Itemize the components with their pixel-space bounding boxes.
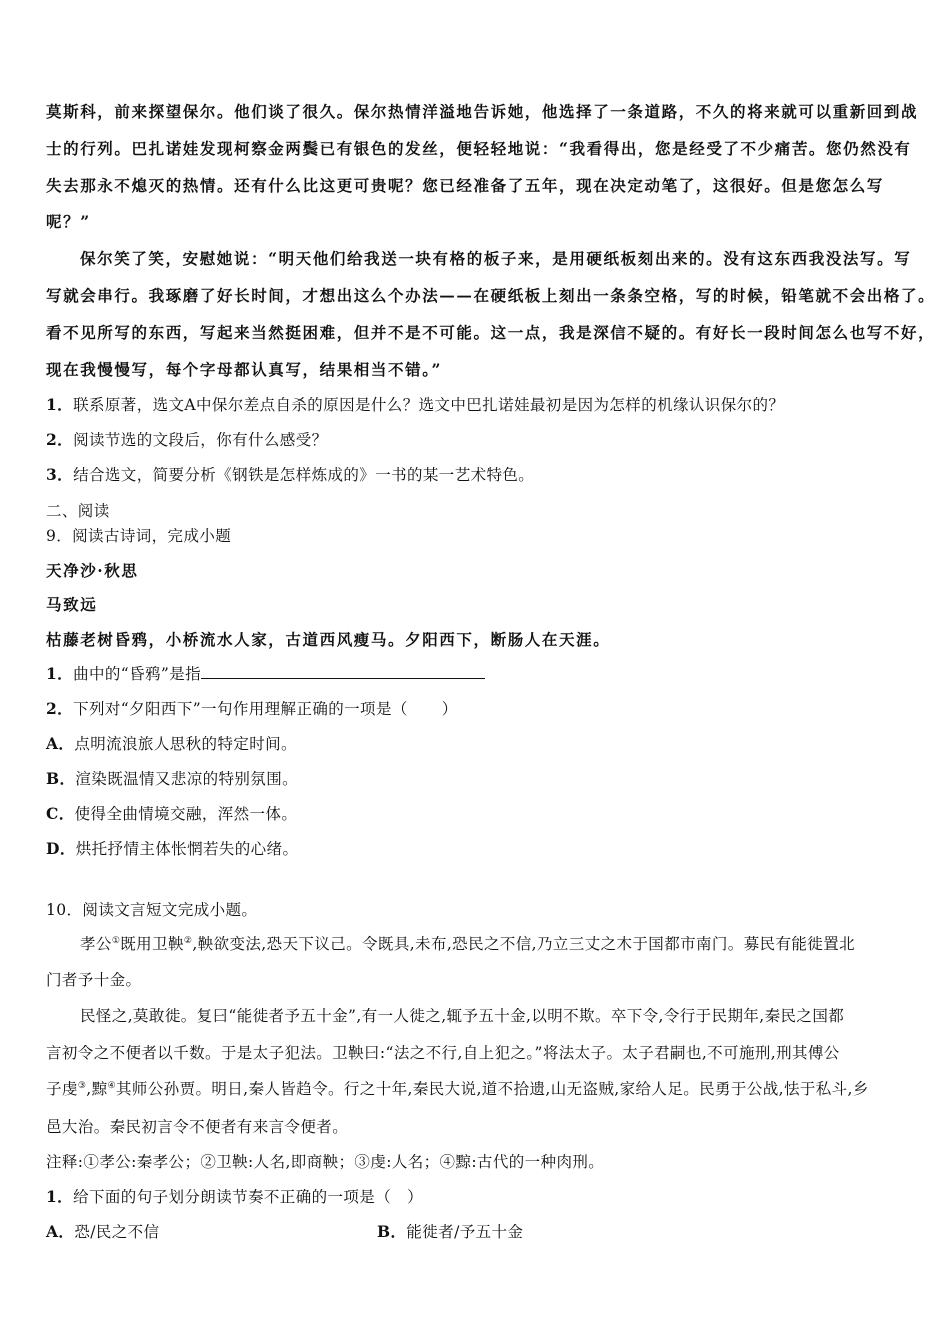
passage-line: 写就会串行。我琢磨了好长时间，才想出这么个办法——在硬纸板上刻出一条条空格，写的时候，铅笔就不会出格了。	[46, 286, 936, 305]
option-label: A．	[46, 734, 75, 753]
option-label: D．	[46, 839, 76, 858]
option-item	[46, 733, 297, 755]
classical-text-line: 邑大治。秦民初言令不便者有来言令便者。	[46, 1118, 349, 1136]
footnote-mark: ④	[107, 1080, 116, 1091]
question-text: 下列对“夕阳西下”一句作用理解正确的一项是（	[73, 700, 408, 718]
question-text: 阅读节选的文段后，你有什么感受？	[73, 431, 328, 449]
classical-text-line: 言初令之不便者以千数。于是太子犯法。卫鞅曰:“法之不行,自上犯之。”将法太子。太子君嗣也,不可施刑,刑其傅公	[46, 1044, 840, 1062]
passage-line: 呢？”	[46, 212, 91, 231]
question-paren-close: ）	[441, 700, 458, 718]
footnote-mark: ①	[111, 935, 121, 946]
section-heading: 二、阅读	[46, 502, 110, 520]
question-number: 3．	[46, 465, 74, 484]
option-item	[46, 838, 298, 860]
poem-title: 天净沙·秋思	[46, 561, 139, 580]
question-item	[46, 464, 534, 486]
question-item	[46, 394, 784, 416]
option-item	[46, 1221, 159, 1243]
classical-text-line: 民怪之,莫敢徙。复曰“能徙者予五十金”,有一人徙之,辄予五十金,以明不欺。卒下令,令行于民期年,秦民之国都	[80, 1007, 845, 1025]
answer-blank[interactable]	[201, 662, 485, 679]
question-paren-close: ）	[407, 1188, 424, 1206]
option-item	[46, 803, 297, 825]
footnote-mark: ②	[183, 935, 193, 946]
question-number: 1．	[46, 664, 74, 683]
question-text: 联系原著，选文A中保尔差点自杀的原因是什么？选文中巴扎诺娃最初是因为怎样的机缘认识保尔的？	[73, 396, 785, 414]
option-text: 能徙者/予五十金	[406, 1223, 524, 1241]
option-text: 使得全曲情境交融，浑然一体。	[74, 805, 298, 823]
question-title: 10．阅读文言短文完成小题。	[46, 901, 258, 919]
option-label: A．	[46, 1222, 75, 1241]
passage-line: 莫斯科，前来探望保尔。他们谈了很久。保尔热情洋溢地告诉她，他选择了一条道路，不久的将来就可以重新回到战	[46, 102, 919, 121]
passage-line: 现在我慢慢写，每个字母都认真写，结果相当不错。”	[46, 360, 443, 379]
classical-text-line: 子虔③,黥④其师公孙贾。明日,秦人皆趋令。行之十年,秦民大说,道不拾遗,山无盗贼,家给人足。民勇于公战,怯于私斗,乡	[46, 1080, 869, 1098]
passage-line: 看不见所写的东西，写起来当然挺困难，但并不是不可能。这一点，我是深信不疑的。有好长一段时间怎么也写不好，	[46, 323, 936, 342]
question-number: 2．	[46, 430, 74, 449]
passage-line: 失去那永不熄灭的热情。还有什么比这更可贵呢？您已经准备了五年，现在决定动笔了，这很好。但是您怎么写	[46, 176, 884, 195]
option-label: B．	[46, 769, 76, 788]
question-number: 2．	[46, 699, 74, 718]
option-label: C．	[46, 804, 75, 823]
question-number: 1．	[46, 1187, 74, 1206]
footnote-mark: ③	[77, 1080, 87, 1091]
poem-text: 枯藤老树昏鸦，小桥流水人家，古道西风瘦马。夕阳西下，断肠人在天涯。	[46, 630, 611, 649]
passage-line: 士的行列。巴扎诺娃发现柯察金两鬓已有银色的发丝，便轻轻地说：“我看得出，您是经受了不少痛苦。您仍然没有	[46, 139, 912, 158]
passage-line: 保尔笑了笑，安慰她说：“明天他们给我送一块有格的板子来，是用硬纸板刻出来的。没有这东西我没法写。写	[80, 249, 912, 268]
question-item	[46, 662, 485, 685]
classical-text-line: 门者予十金。	[46, 971, 142, 989]
classical-text-line: 孝公①既用卫鞅②,鞅欲变法,恐天下议己。令既具,未布,恐民之不信,乃立三丈之木于国都市南门。募民有能徙置北	[80, 935, 855, 953]
option-text: 渲染既温情又悲凉的特别氛围。	[75, 770, 299, 788]
option-text: 点明流浪旅人思秋的特定时间。	[74, 735, 297, 753]
option-item	[377, 1221, 523, 1243]
question-item	[46, 429, 328, 451]
question-item	[46, 1186, 423, 1208]
question-text: 结合选文，简要分析《钢铁是怎样炼成的》一书的某一艺术特色。	[73, 466, 535, 484]
question-number: 1．	[46, 395, 74, 414]
option-text: 恐/民之不信	[74, 1223, 160, 1241]
option-item	[46, 768, 298, 790]
question-text: 给下面的句子划分朗读节奏不正确的一项是（	[73, 1188, 392, 1206]
option-text: 烘托抒情主体怅惘若失的心绪。	[75, 840, 299, 858]
question-item	[46, 698, 458, 720]
question-title: 9．阅读古诗词，完成小题	[46, 527, 232, 545]
question-text: 曲中的“昏鸦”是指	[73, 665, 202, 683]
option-label: B．	[377, 1222, 407, 1241]
poem-author: 马致远	[46, 595, 98, 614]
annotation-notes: 注释:①孝公:秦孝公；②卫鞅:人名,即商鞅；③虔:人名；④黥:古代的一种肉刑。	[46, 1153, 605, 1171]
